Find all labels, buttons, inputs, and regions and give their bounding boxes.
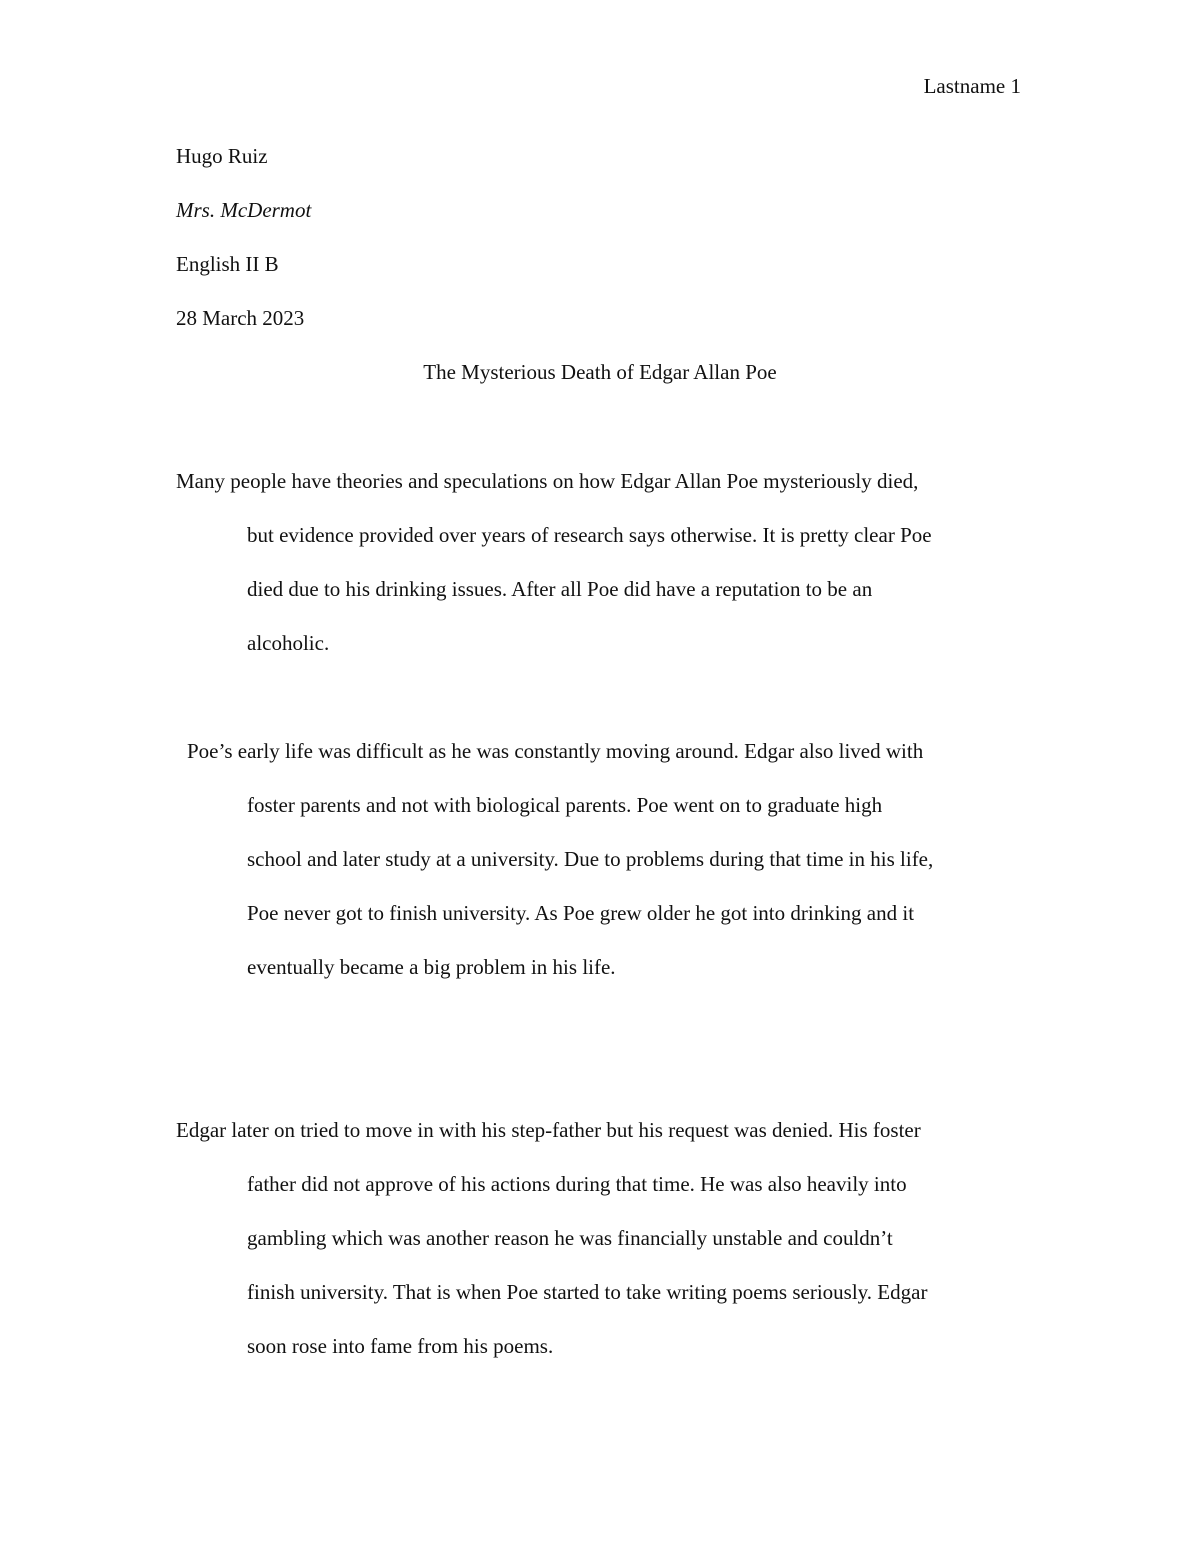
paragraph-line: but evidence provided over years of research says otherwise. It is pretty clear Poe bbox=[247, 523, 932, 547]
student-name: Hugo Ruiz bbox=[176, 144, 268, 168]
paragraph-line: died due to his drinking issues. After all Poe did have a reputation to be an bbox=[247, 577, 873, 601]
paragraph-line: gambling which was another reason he was financially unstable and couldn’t bbox=[247, 1226, 893, 1250]
paragraph-line: soon rose into fame from his poems. bbox=[247, 1334, 554, 1358]
paragraph-line: Poe’s early life was difficult as he was constantly moving around. Edgar also lived with bbox=[187, 739, 924, 763]
paragraph-line: Poe never got to finish university. As Poe grew older he got into drinking and it bbox=[247, 901, 915, 925]
paragraph-line: father did not approve of his actions during that time. He was also heavily into bbox=[247, 1172, 907, 1196]
paragraph-line: eventually became a big problem in his life. bbox=[247, 955, 616, 979]
course-name: English II B bbox=[176, 252, 279, 276]
paragraph-line: Edgar later on tried to move in with his step-father but his request was denied. His foster bbox=[176, 1118, 921, 1142]
paragraph-line: school and later study at a university. Due to problems during that time in his life, bbox=[247, 847, 934, 871]
instructor-name: Mrs. McDermot bbox=[176, 198, 312, 222]
paragraph-line: foster parents and not with biological parents. Poe went on to graduate high bbox=[247, 793, 883, 817]
essay-title: The Mysterious Death of Edgar Allan Poe bbox=[423, 360, 777, 384]
paragraph-line: Many people have theories and speculations on how Edgar Allan Poe mysteriously died, bbox=[176, 469, 919, 493]
running-head: Lastname 1 bbox=[923, 74, 1021, 98]
paragraph-line: finish university. That is when Poe started to take writing poems seriously. Edgar bbox=[247, 1280, 928, 1304]
essay-date: 28 March 2023 bbox=[176, 306, 305, 330]
paragraph-line: alcoholic. bbox=[247, 631, 330, 655]
